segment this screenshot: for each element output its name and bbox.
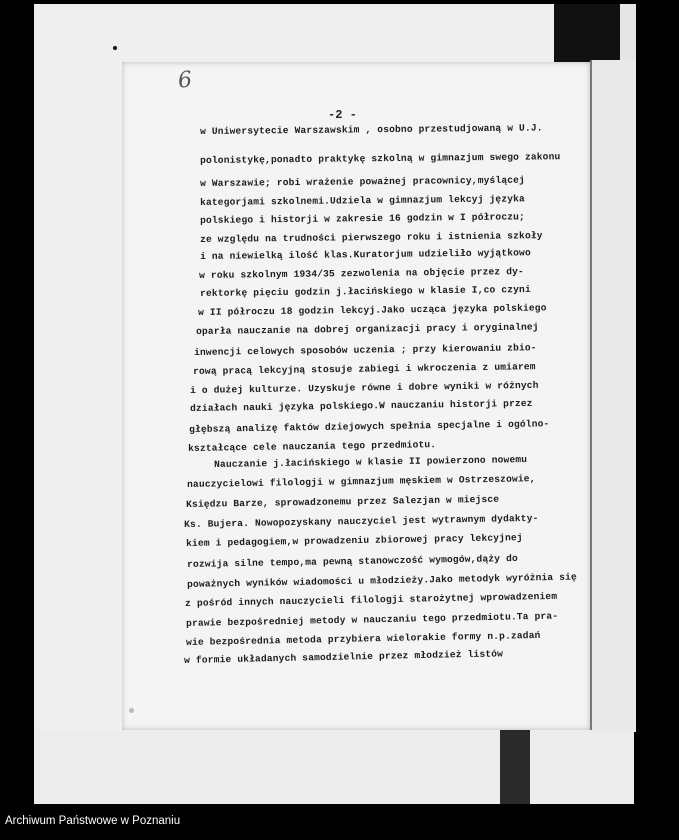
text-line: prawie bezpośredniej metody w nauczaniu tego przedmiotu.Ta pra- [186,610,559,629]
right-sheet [590,60,636,732]
text-line: w II półroczu 18 godzin lekcyj.Jako ucząca języka polskiego [198,302,547,318]
text-line: rozwija silne tempo,ma pewną stanowczość wymogów,dąży do [187,552,518,570]
paper-mark [113,46,117,50]
pin-hole [129,708,134,713]
text-line: i na niewielką ilość klas.Kuratorjum udzieliło wyjątkowo [200,247,531,262]
text-line: rową pracą lekcyjną stosuje zabiegi i wkroczenia z umiarem [193,361,536,377]
text-line: poważnych wyników wiadomości u młodzieży.Jako metodyk wyróżnia się [187,571,578,590]
text-line: polskiego i historji w zakresie 16 godzin w I półroczu; [200,211,526,226]
text-line: Księdzu Barze, sprowadzonemu przez Salezjan w miejsce [186,493,500,510]
right-sheet-top [620,4,636,60]
text-line: ze względu na trudności pierwszego roku i istnienia szkoły [200,230,543,245]
text-line: Ks. Bujera. Nowopozyskany nauczyciel jest wytrawnym dydakty- [184,512,539,530]
text-line: Nauczanie j.łacińskiego w klasie II powierzono nowemu [214,454,528,470]
text-line: głębszą analizę faktów dziejowych spełnia specjalne i ogólno- [189,418,550,435]
text-line: wie bezpośrednia metoda przybiera wielorakie formy n.p.zadań [186,629,541,648]
text-line: nauczycielowi filologji w gimnazjum męskiem w Ostrzeszowie, [187,473,536,490]
text-line: w formie układanych samodzielnie przez młodzież listów [184,648,504,666]
text-line: z pośród innych nauczycieli filologji starożytnej wprowadzeniem [185,590,558,609]
text-line: kiem i pedagogiem,w prowadzeniu zbiorowej pracy lekcyjnej [186,532,523,549]
text-line: w Warszawie; robi wrażenie poważnej pracownicy,myślącej [200,174,526,189]
text-line: w Uniwersytecie Warszawskim , osobno przestudjowaną w U.J. [200,122,543,137]
text-line: oparła nauczanie na dobrej organizacji pracy i oryginalnej [196,321,539,337]
text-line: kształcące cele nauczania tego przedmiotu. [188,439,437,454]
page-number: -2 - [328,108,357,122]
text-line: inwencji celowych sposobów uczenia ; przy kierowaniu zbio- [194,342,537,358]
text-line: rektorkę pięciu godzin j.łacińskiego w klasie I,co czyni [200,283,531,299]
text-line: w roku szkolnym 1934/35 zezwolenia na objęcie przez dy- [199,266,525,281]
lower-shadow [500,730,530,804]
folio-mark: 6 [176,67,194,94]
text-line: kategorjami szkolnemi.Udziela w gimnazjum lekcyj języka [200,193,526,208]
text-line: i o dużej kulturze. Uzyskuje równe i dobre wyniki w różnych [190,379,539,396]
archive-label: Archiwum Państwowe w Poznaniu [5,815,181,827]
text-line: polonistykę,ponadto praktykę szkolną w gimnazjum swego zakonu [200,151,561,166]
lower-sheet-strip [34,730,634,804]
text-line: działach nauki języka polskiego.W nauczaniu historji przez [190,397,533,414]
